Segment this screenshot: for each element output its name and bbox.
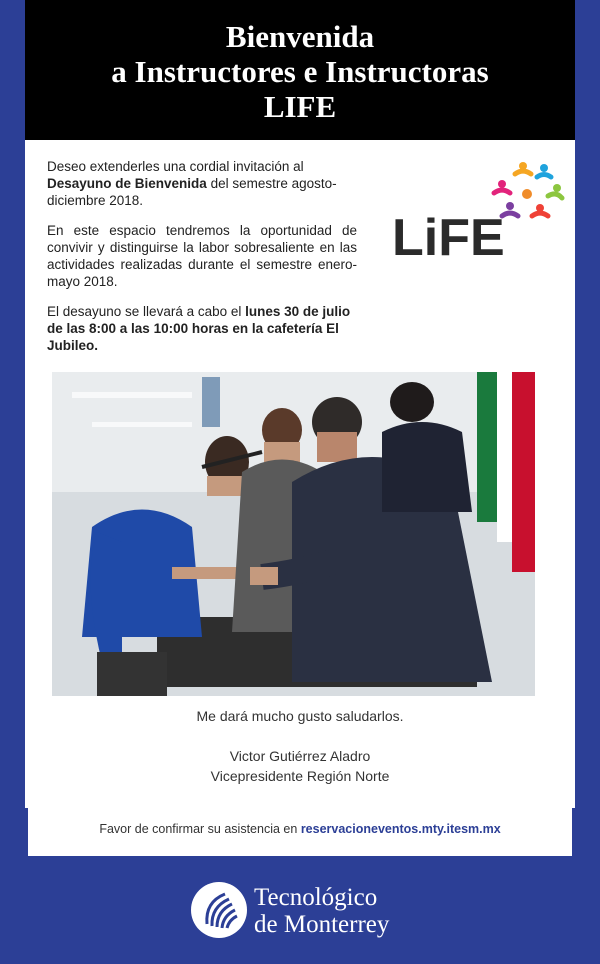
closing-greeting: Me dará mucho gusto saludarlos. bbox=[196, 708, 404, 724]
intro-text: Deseo extenderles una cordial invitación al bbox=[47, 159, 304, 174]
tec-name-line2: de Monterrey bbox=[254, 911, 390, 938]
event-name: Desayuno de Bienvenida bbox=[47, 176, 207, 191]
life-logo bbox=[390, 158, 565, 263]
header-title-line2: a Instructores e Instructoras bbox=[111, 54, 489, 89]
signer-title: Vicepresidente Región Norte bbox=[210, 768, 390, 784]
intro-paragraph bbox=[47, 158, 357, 209]
header-title-line1: Bienvenida bbox=[225, 19, 375, 54]
life-logo-figures-icon bbox=[494, 162, 562, 216]
header-banner bbox=[25, 0, 575, 140]
invitation-body bbox=[47, 158, 357, 367]
purpose-paragraph: En este espacio tendremos la oportunidad de convivir y distinguirse la labor sobresaliente en las actividades realizadas durante el semestre enero-mayo 2018. bbox=[47, 223, 357, 289]
rsvp-text: Favor de confirmar su asistencia en bbox=[99, 822, 298, 836]
tec-logo-text bbox=[254, 884, 389, 938]
life-logo-text: LiFE bbox=[392, 209, 505, 263]
semester-text: del semestre agosto-diciembre 2018. bbox=[47, 176, 337, 208]
rsvp-link[interactable]: reservacioneventos.mty.itesm.mx bbox=[300, 822, 501, 836]
tec-name-line1: Tecnológico bbox=[254, 884, 378, 911]
tec-logo-icon bbox=[189, 880, 249, 940]
signer-name: Victor Gutiérrez Aladro bbox=[229, 748, 371, 764]
event-photo bbox=[52, 372, 535, 696]
schedule-paragraph bbox=[47, 303, 357, 354]
rsvp-line bbox=[28, 822, 572, 836]
header-title-line3: LIFE bbox=[263, 89, 337, 124]
schedule-intro: El desayuno se llevará a cabo el bbox=[47, 304, 242, 319]
schedule-details: lunes 30 de julio de las 8:00 a las 10:00 horas en la cafetería El Jubileo. bbox=[47, 304, 351, 353]
